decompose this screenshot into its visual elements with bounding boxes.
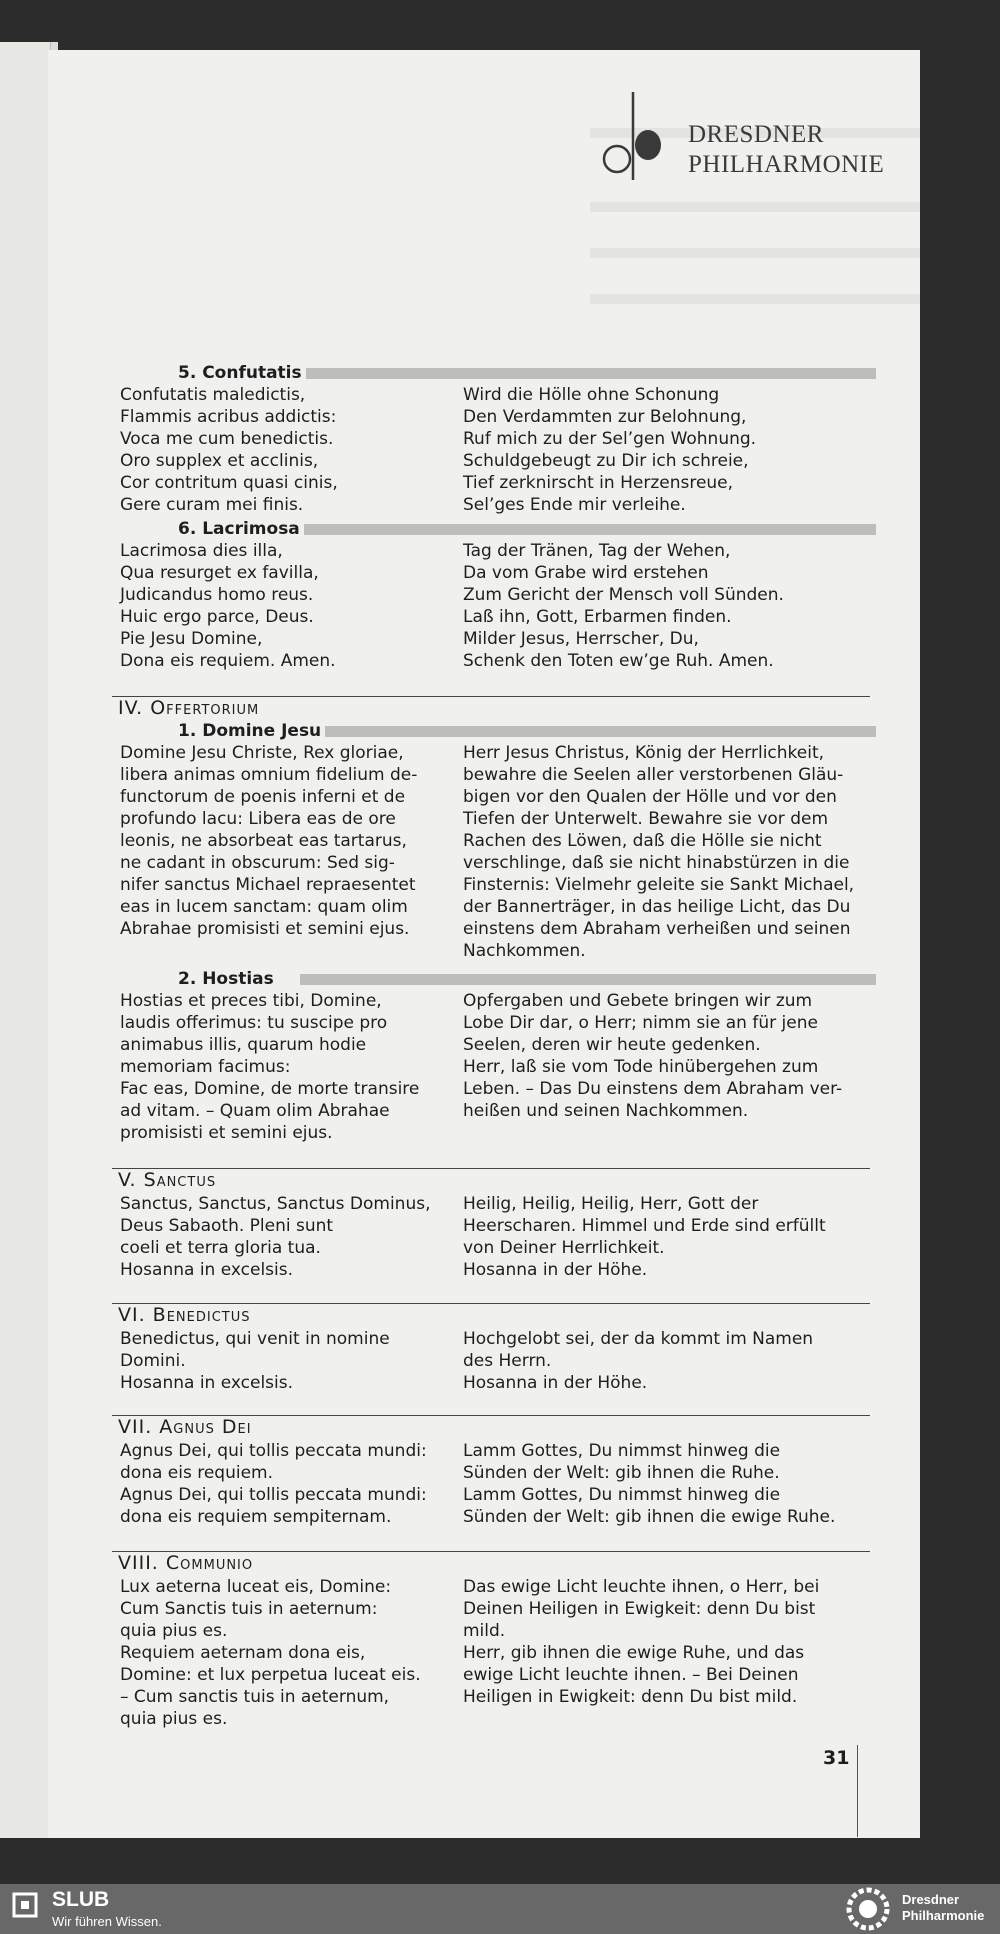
german-line: bewahre die Seelen aller verstorbenen Gläu-	[463, 765, 844, 785]
dp-footer-logo-icon	[842, 1886, 894, 1932]
section-title: V. Sanctus	[118, 1169, 217, 1191]
german-line: Hochgelobt sei, der da kommt im Namen	[463, 1329, 814, 1349]
german-line: Seelen, deren wir heute gedenken.	[463, 1035, 761, 1055]
latin-line: Benedictus, qui venit in nomine	[120, 1329, 390, 1349]
latin-line: Oro supplex et acclinis,	[120, 451, 319, 471]
dp-logo-text	[688, 120, 884, 180]
latin-line: – Cum sanctis tuis in aeternum,	[120, 1687, 390, 1707]
subsection-title: 6. Lacrimosa	[178, 518, 304, 540]
german-line: Ruf mich zu der Sel’gen Wohnung.	[463, 429, 757, 449]
german-line: Tief zerknirscht in Herzensreue,	[463, 473, 734, 493]
page-number-rule	[857, 1745, 858, 1837]
german-line: Schenk den Toten ew’ge Ruh. Amen.	[463, 651, 774, 671]
german-line: verschlinge, daß sie nicht hinabstürzen in die	[463, 853, 850, 873]
german-line: Heerscharen. Himmel und Erde sind erfüllt	[463, 1216, 826, 1236]
german-line: Hosanna in der Höhe.	[463, 1373, 648, 1393]
latin-line: Deus Sabaoth. Pleni sunt	[120, 1216, 334, 1236]
section-title: VII. Agnus Dei	[118, 1416, 252, 1438]
latin-line: Voca me cum benedictis.	[120, 429, 334, 449]
german-line: Tiefen der Unterwelt. Bewahre sie vor dem	[463, 809, 829, 829]
german-line: des Herrn.	[463, 1351, 552, 1371]
latin-line: coeli et terra gloria tua.	[120, 1238, 321, 1258]
latin-line: Hostias et preces tibi, Domine,	[120, 991, 382, 1011]
bleed-through	[590, 202, 920, 212]
german-line: Wird die Hölle ohne Schonung	[463, 385, 720, 405]
slub-name: SLUB	[52, 1888, 110, 1911]
german-line: Herr, gib ihnen die ewige Ruhe, und das	[463, 1643, 805, 1663]
subsection-title: 1. Domine Jesu	[178, 720, 325, 742]
latin-line: Abrahae promisisti et semini ejus.	[120, 919, 410, 939]
subtitle-bar	[300, 726, 876, 737]
latin-line: Cum Sanctis tuis in aeternum:	[120, 1599, 378, 1619]
section-title: VI. Benedictus	[118, 1304, 251, 1326]
german-line: ewige Licht leuchte ihnen. – Bei Deinen	[463, 1665, 799, 1685]
latin-line: Agnus Dei, qui tollis peccata mundi:	[120, 1485, 427, 1505]
german-line: Schuldgebeugt zu Dir ich schreie,	[463, 451, 749, 471]
latin-line: animabus illis, quarum hodie	[120, 1035, 367, 1055]
latin-line: Hosanna in excelsis.	[120, 1373, 294, 1393]
german-line: Sünden der Welt: gib ihnen die Ruhe.	[463, 1463, 780, 1483]
section-rule	[112, 1168, 870, 1169]
latin-line: Agnus Dei, qui tollis peccata mundi:	[120, 1441, 427, 1461]
german-line: Lamm Gottes, Du nimmst hinweg die	[463, 1441, 781, 1461]
latin-line: Judicandus homo reus.	[120, 585, 314, 605]
latin-line: Lacrimosa dies illa,	[120, 541, 283, 561]
footer-bar	[0, 1884, 1000, 1934]
subsection-title: 2. Hostias	[178, 968, 278, 990]
german-line: einstens dem Abraham verheißen und seinen	[463, 919, 851, 939]
latin-line: Dona eis requiem. Amen.	[120, 651, 336, 671]
latin-line: Qua resurget ex favilla,	[120, 563, 319, 583]
slub-slogan: Wir führen Wissen.	[52, 1914, 162, 1929]
latin-line: Domine Jesu Christe, Rex gloriae,	[120, 743, 404, 763]
german-line: Finsternis: Vielmehr geleite sie Sankt Michael,	[463, 875, 855, 895]
german-line: von Deiner Herrlichkeit.	[463, 1238, 665, 1258]
latin-line: Confutatis maledictis,	[120, 385, 306, 405]
subtitle-bar	[300, 368, 876, 379]
latin-line: ne cadant in obscurum: Sed sig-	[120, 853, 395, 873]
latin-line: Gere curam mei finis.	[120, 495, 304, 515]
logo-line2: PHILHARMONIE	[688, 151, 885, 178]
latin-line: Huic ergo parce, Deus.	[120, 607, 314, 627]
german-line: Herr, laß sie vom Tode hinübergehen zum	[463, 1057, 819, 1077]
german-line: Heiligen in Ewigkeit: denn Du bist mild.	[463, 1687, 798, 1707]
dp-footer-line1: Dresdner	[902, 1892, 960, 1907]
latin-line: Pie Jesu Domine,	[120, 629, 263, 649]
german-line: Opfergaben und Gebete bringen wir zum	[463, 991, 813, 1011]
latin-line: promisisti et semini ejus.	[120, 1123, 333, 1143]
german-line: Herr Jesus Christus, König der Herrlichkeit,	[463, 743, 825, 763]
german-line: Sel’ges Ende mir verleihe.	[463, 495, 686, 515]
latin-line: Lux aeterna luceat eis, Domine:	[120, 1577, 392, 1597]
previous-page-inner	[0, 42, 51, 1838]
latin-line: Domini.	[120, 1351, 186, 1371]
slub-logo-icon	[12, 1892, 38, 1918]
german-line: Sünden der Welt: gib ihnen die ewige Ruhe.	[463, 1507, 836, 1527]
german-line: Laß ihn, Gott, Erbarmen finden.	[463, 607, 732, 627]
subtitle-bar	[300, 974, 876, 985]
latin-line: nifer sanctus Michael repraesentet	[120, 875, 416, 895]
bleed-through	[590, 248, 920, 258]
german-line: Da vom Grabe wird erstehen	[463, 563, 709, 583]
german-line: Lamm Gottes, Du nimmst hinweg die	[463, 1485, 781, 1505]
german-line: Zum Gericht der Mensch voll Sünden.	[463, 585, 784, 605]
section-title: IV. Offertorium	[118, 697, 260, 719]
dp-footer-line2: Philharmonie	[902, 1908, 985, 1923]
latin-line: Cor contritum quasi cinis,	[120, 473, 338, 493]
page-number: 31	[823, 1747, 850, 1769]
latin-line: Fac eas, Domine, de morte transire	[120, 1079, 420, 1099]
latin-line: Requiem aeternam dona eis,	[120, 1643, 366, 1663]
latin-line: laudis offerimus: tu suscipe pro	[120, 1013, 388, 1033]
german-line: Tag der Tränen, Tag der Wehen,	[463, 541, 731, 561]
german-line: Deinen Heiligen in Ewigkeit: denn Du bist	[463, 1599, 816, 1619]
latin-line: memoriam facimus:	[120, 1057, 291, 1077]
section-title: VIII. Communio	[118, 1552, 254, 1574]
subsection-title: 5. Confutatis	[178, 362, 306, 384]
bleed-through	[590, 294, 920, 304]
latin-line: quia pius es.	[120, 1709, 228, 1729]
german-line: Rachen des Löwen, daß die Hölle sie nicht	[463, 831, 822, 851]
latin-line: dona eis requiem.	[120, 1463, 274, 1483]
german-line: Milder Jesus, Herrscher, Du,	[463, 629, 699, 649]
german-line: Nachkommen.	[463, 941, 586, 961]
latin-line: Sanctus, Sanctus, Sanctus Dominus,	[120, 1194, 431, 1214]
latin-line: eas in lucem sanctam: quam olim	[120, 897, 408, 917]
latin-line: Domine: et lux perpetua luceat eis.	[120, 1665, 421, 1685]
logo-line1: DRESDNER	[688, 121, 824, 148]
latin-line: leonis, ne absorbeat eas tartarus,	[120, 831, 407, 851]
latin-line: Hosanna in excelsis.	[120, 1260, 294, 1280]
latin-line: Flammis acribus addictis:	[120, 407, 337, 427]
german-line: mild.	[463, 1621, 506, 1641]
german-line: der Bannerträger, in das heilige Licht, das Du	[463, 897, 851, 917]
german-line: bigen vor den Qualen der Hölle und vor den	[463, 787, 837, 807]
german-line: Das ewige Licht leuchte ihnen, o Herr, bei	[463, 1577, 820, 1597]
latin-line: ad vitam. – Quam olim Abrahae	[120, 1101, 390, 1121]
latin-line: functorum de poenis inferni et de	[120, 787, 406, 807]
subtitle-bar	[300, 524, 876, 535]
german-line: Hosanna in der Höhe.	[463, 1260, 648, 1280]
german-line: Lobe Dir dar, o Herr; nimm sie an für jene	[463, 1013, 818, 1033]
german-line: Heilig, Heilig, Heilig, Herr, Gott der	[463, 1194, 759, 1214]
dp-footer-name	[902, 1892, 984, 1924]
latin-line: dona eis requiem sempiternam.	[120, 1507, 392, 1527]
german-line: heißen und seinen Nachkommen.	[463, 1101, 749, 1121]
german-line: Den Verdammten zur Belohnung,	[463, 407, 747, 427]
german-line: Leben. – Das Du einstens dem Abraham ver-	[463, 1079, 843, 1099]
latin-line: libera animas omnium fidelium de-	[120, 765, 418, 785]
latin-line: quia pius es.	[120, 1621, 228, 1641]
latin-line: profundo lacu: Libera eas de ore	[120, 809, 396, 829]
